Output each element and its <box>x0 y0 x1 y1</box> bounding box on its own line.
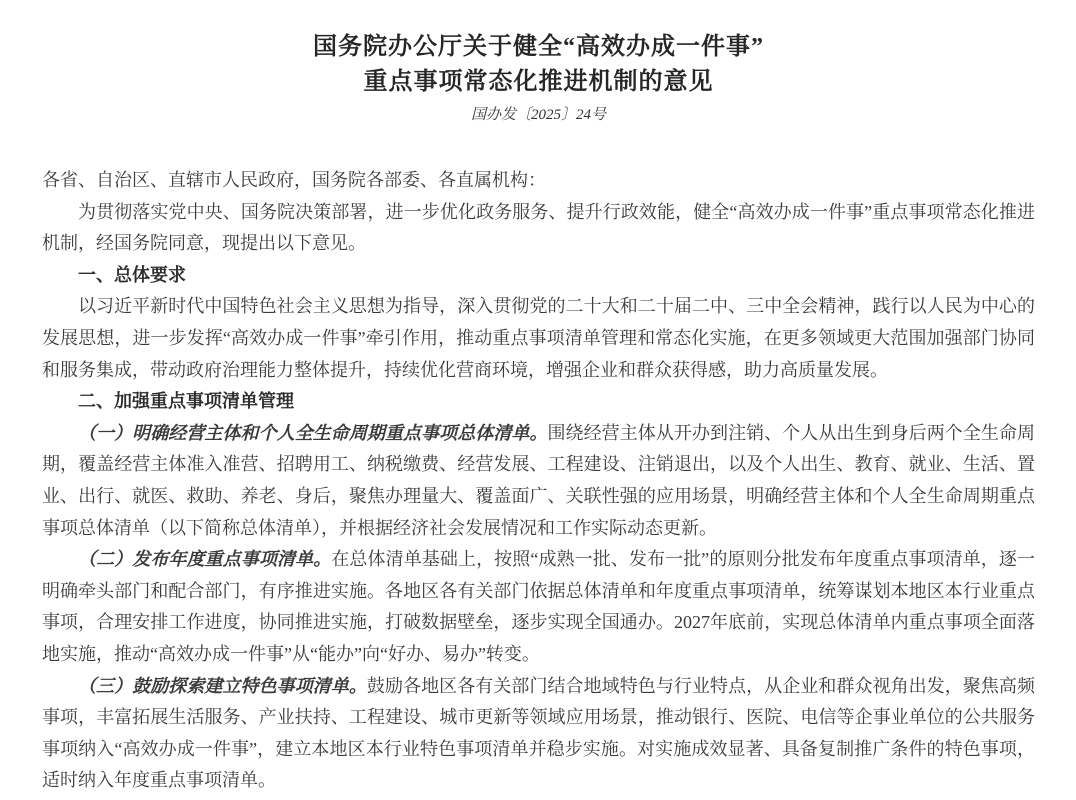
document-title <box>42 30 1035 100</box>
section-2-item-2 <box>42 544 1035 670</box>
title-line-2: 重点事项常态化推进机制的意见 <box>363 69 714 95</box>
salutation: 各省、自治区、直辖市人民政府，国务院各部委、各直属机构： <box>42 170 546 190</box>
title-line-1: 国务院办公厅关于健全“高效办成一件事” <box>313 34 764 60</box>
section-1-heading: 一、总体要求 <box>78 264 186 285</box>
document-body <box>42 165 1035 797</box>
section-1-paragraph: 以习近平新时代中国特色社会主义思想为指导，深入贯彻党的二十大和二十届二中、三中全会精神，践行以人民为中心的发展思想，进一步发挥“高效办成一件事”牵引作用，推动重点事项清单管理和常态化实施，在更多领域更大范围加强部门协同和服务集成，带动政府治理能力整体提升，持续优化营商环境，增强企业和群众获得感，助力高质量发展。 <box>42 296 1035 380</box>
item-3-text: 鼓励各地区各有关部门结合地域特色与行业特点，从企业和群众视角出发，聚焦高频事项，丰富拓展生活服务、产业扶持、工程建设、城市更新等领域应用场景，推动银行、医院、电信等企事业单位的公共服务事项纳入“高效办成一件事”，建立本地区本行业特色事项清单并稳步实施。对实施成效显著、具备复制推广条件的特色事项，适时纳入年度重点事项清单。 <box>42 675 1035 791</box>
item-2-text: 在总体清单基础上，按照“成熟一批、发布一批”的原则分批发布年度重点事项清单，逐一明确牵头部门和配合部门，有序推进实施。各地区各有关部门依据总体清单和年度重点事项清单，统筹谋划本地区本行业重点事项，合理安排工作进度，协同推进实施，打破数据壁垒，逐步实现全国通办。2027年底前，实现总体清单内重点事项全面落地实施，推动“高效办成一件事”从“能办”向“好办、易办”转变。 <box>42 549 1035 664</box>
section-2-heading: 二、加强重点事项清单管理 <box>78 391 294 412</box>
intro-paragraph: 为贯彻落实党中央、国务院决策部署，进一步优化政务服务、提升行政效能，健全“高效办成一件事”重点事项常态化推进机制，经国务院同意，现提出以下意见。 <box>42 201 1035 254</box>
section-2-item-3 <box>42 671 1035 797</box>
document-number: 国办发〔2025〕24号 <box>470 107 606 123</box>
item-3-lead: （三）鼓励探索建立特色事项清单。 <box>78 675 367 696</box>
item-2-lead: （二）发布年度重点事项清单。 <box>78 549 332 570</box>
item-1-text: 围绕经营主体从开办到注销、个人从出生到身后两个全生命周期，覆盖经营主体准入准营、招聘用工、纳税缴费、经营发展、工程建设、注销退出，以及个人出生、教育、就业、生活、置业、出行、就医、救助、养老、身后，聚焦办理量大、覆盖面广、关联性强的应用场景，明确经营主体和个人全生命周期重点事项总体清单（以下简称总体清单），并根据经济社会发展情况和工作实际动态更新。 <box>42 422 1035 538</box>
item-1-lead: （一）明确经营主体和个人全生命周期重点事项总体清单。 <box>78 422 548 443</box>
section-2-item-1 <box>42 418 1035 544</box>
